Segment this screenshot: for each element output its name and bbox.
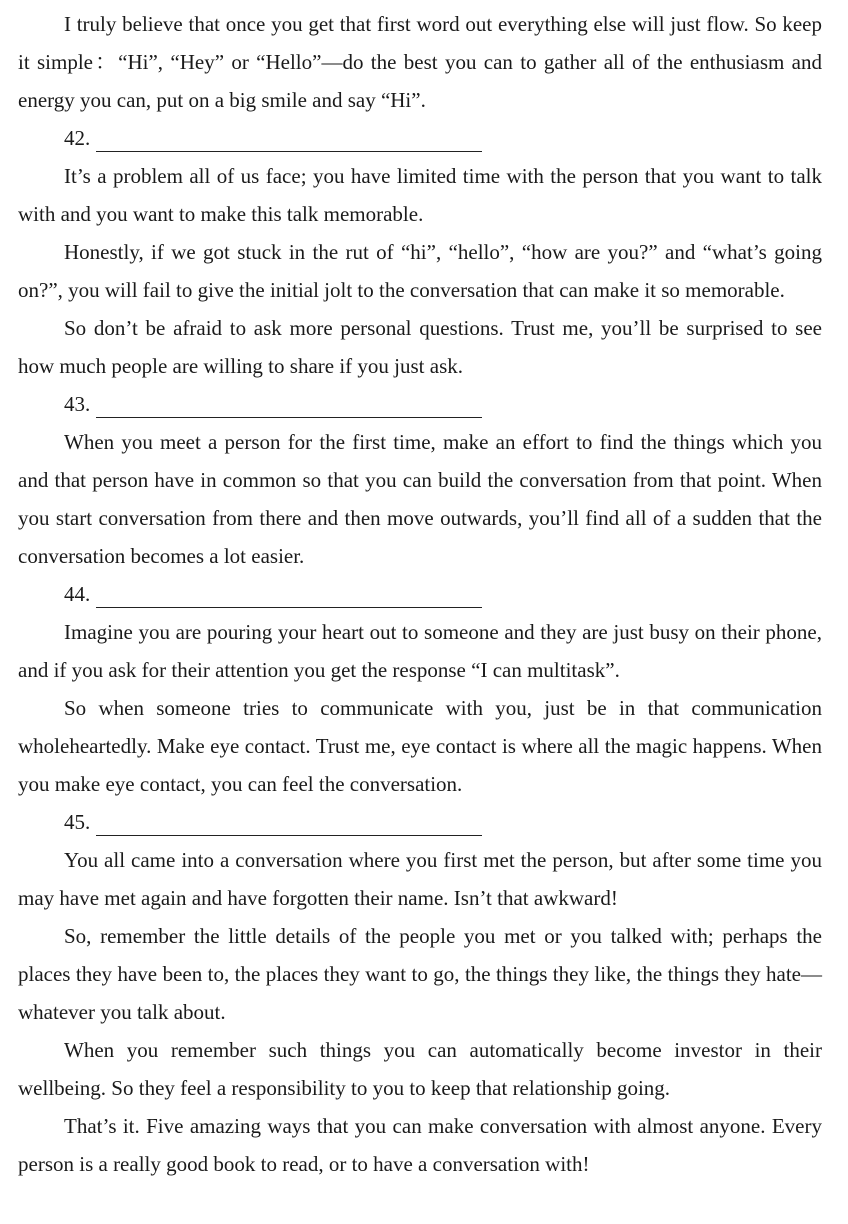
paragraph-eye-contact: So when someone tries to communicate with you, just be in that communication wholeheartedly. Make eye contact. Trust me, eye contact is where all the magic happens. When you make eye contact, you can feel the conversation. bbox=[18, 696, 822, 796]
paragraph-limited-time: It’s a problem all of us face; you have limited time with the person that you want to talk with and you want to make this talk memorable. bbox=[18, 164, 822, 226]
paragraph-conclusion: That’s it. Five amazing ways that you can make conversation with almost anyone. Every person is a really good book to read, or to have a conversation with! bbox=[18, 1114, 822, 1176]
question-number-45: 45. bbox=[64, 810, 91, 834]
paragraph-remember-details: So, remember the little details of the people you met or you talked with; perhaps the places they have been to, the places they want to go, the things they like, the things they hate—whatever you talk about. bbox=[18, 924, 822, 1024]
question-45 bbox=[18, 803, 822, 841]
paragraph-common-ground: When you meet a person for the first time, make an effort to find the things which you and that person have in common so that you can build the conversation from that point. When you start conversation from there and then move outwards, you’ll find all of a sudden that the conversation becomes a lot easier. bbox=[18, 430, 822, 568]
paragraph-intro: I truly believe that once you get that first word out everything else will just flow. So keep it simple：“Hi”, “Hey” or “Hello”—do the best you can to gather all of the enthusiasm and energy you can, put on a big smile and say “Hi”. bbox=[18, 12, 822, 112]
paragraph-pouring-heart: Imagine you are pouring your heart out to someone and they are just busy on their phone, and if you ask for their attention you get the response “I can multitask”. bbox=[18, 620, 822, 682]
question-number-43: 43. bbox=[64, 392, 91, 416]
answer-blank-45[interactable] bbox=[96, 813, 482, 836]
question-43 bbox=[18, 385, 822, 423]
answer-blank-43[interactable] bbox=[96, 395, 482, 418]
question-42 bbox=[18, 119, 822, 157]
answer-blank-44[interactable] bbox=[96, 585, 482, 608]
question-44 bbox=[18, 575, 822, 613]
document-page bbox=[18, 5, 822, 1183]
answer-blank-42[interactable] bbox=[96, 129, 482, 152]
question-number-44: 44. bbox=[64, 582, 91, 606]
question-number-42: 42. bbox=[64, 126, 91, 150]
paragraph-forgotten-name: You all came into a conversation where you first met the person, but after some time you may have met again and have forgotten their name. Isn’t that awkward! bbox=[18, 848, 822, 910]
paragraph-stuck-in-rut: Honestly, if we got stuck in the rut of “hi”, “hello”, “how are you?” and “what’s going on?”, you will fail to give the initial jolt to the conversation that can make it so memorable. bbox=[18, 240, 822, 302]
paragraph-personal-questions: So don’t be afraid to ask more personal questions. Trust me, you’ll be surprised to see how much people are willing to share if you just ask. bbox=[18, 316, 822, 378]
paragraph-investor-wellbeing: When you remember such things you can automatically become investor in their wellbeing. So they feel a responsibility to you to keep that relationship going. bbox=[18, 1038, 822, 1100]
